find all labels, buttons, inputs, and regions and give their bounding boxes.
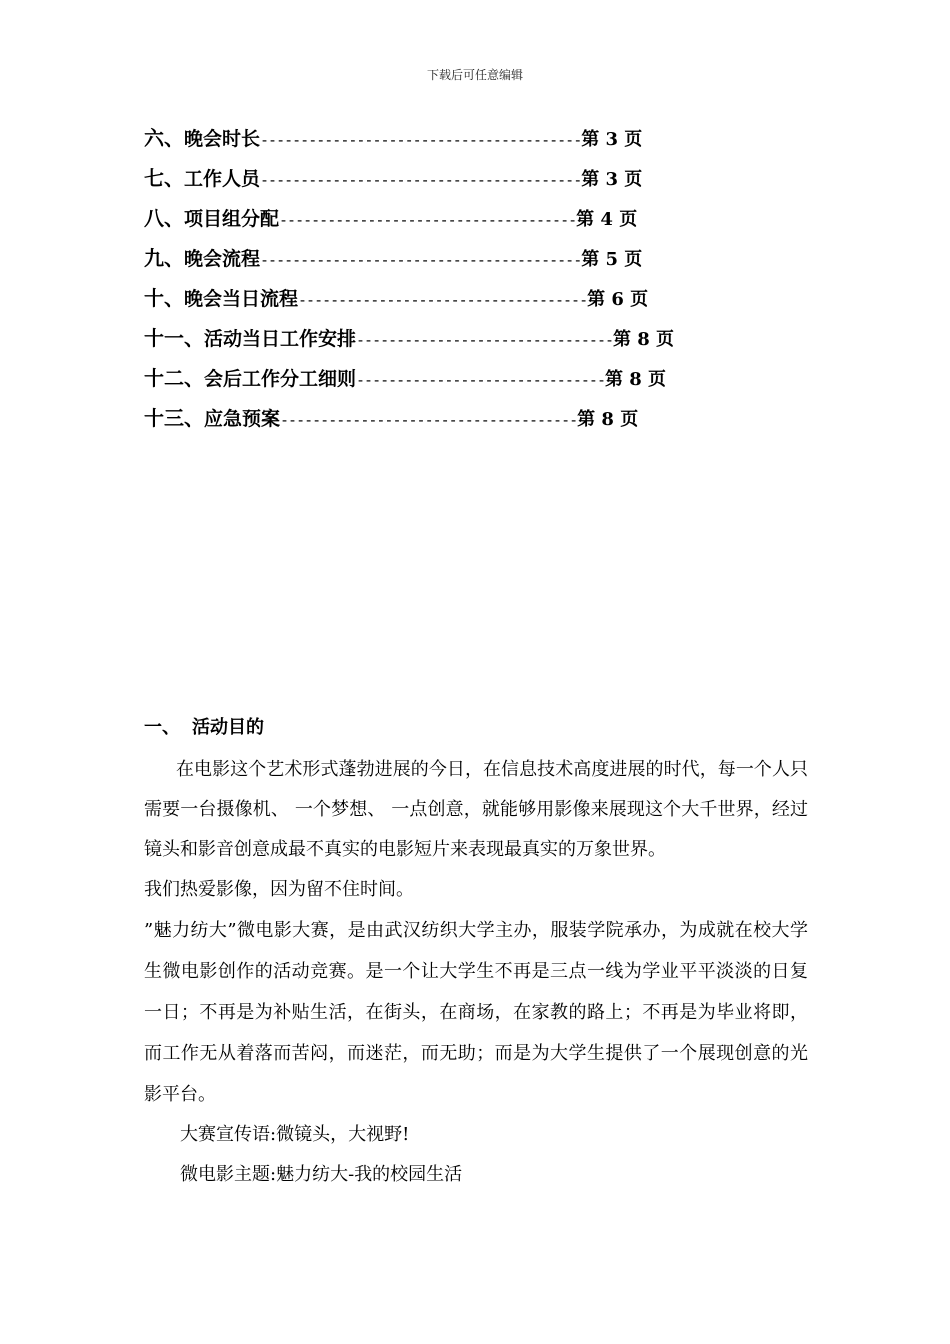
toc-page-number: 第 5 页 [581, 249, 643, 270]
paragraph-contest-description: ”魅力纺大”微电影大赛，是由武汉纺织大学主办，服装学院承办，为成就在校大学生微电影创作的活动竞赛。是一个让大学生不再是三点一线为学业平平淡淡的日复一日；不再是为补贴生活，在街头，在商场，在家教的路上；不再是为毕业将即，而工作无从着落而苦闷，而迷茫，而无助；而是为大学生提供了一个展现创意的光影平台。 [144, 920, 808, 1105]
toc-leader: -------------------------------- [356, 331, 613, 349]
toc-page-number: 第 8 页 [604, 369, 667, 390]
toc-entry [144, 278, 744, 318]
toc-entry-title: 晚会时长 [184, 128, 261, 150]
paragraph-intro: 在电影这个艺术形式蓬勃进展的今日，在信息技术高度进展的时代，每一个人只需要一台摄像机、 一个梦想、 一点创意，就能够用影像来展现这个大千世界，经过镜头和影音创意成最不真实的电影短片来表现最真实的万象世界。 [144, 759, 808, 860]
paragraph-motto: 我们热爱影像，因为留不住时间。 [144, 879, 414, 900]
toc-entry [144, 238, 744, 278]
section-activity-purpose [144, 712, 808, 1195]
toc-leader: ---------------------------------------- [260, 251, 582, 269]
page-header-note: 下载后可任意编辑 [426, 68, 523, 82]
toc-leader: ------------------------------------ [298, 291, 588, 309]
toc-page-number: 第 8 页 [613, 329, 675, 350]
toc-page-number: 第 6 页 [587, 289, 649, 310]
toc-leader: ---------------------------------------- [260, 171, 582, 189]
toc-entry-number: 十一、 [144, 326, 204, 350]
toc-entry-number: 六、 [144, 126, 184, 150]
section-title: 活动目的 [192, 717, 264, 738]
toc-entry-title: 应急预案 [204, 408, 281, 430]
toc-leader: ------------------------------------- [279, 211, 577, 229]
toc-entry [144, 118, 744, 158]
toc-entry-number: 十二、 [144, 366, 204, 390]
toc-entry-title: 活动当日工作安排 [204, 328, 357, 350]
section-number: 一、 [144, 717, 180, 738]
toc-page-number: 第 3 页 [581, 129, 643, 150]
toc-leader: ---------------------------------------- [260, 131, 582, 149]
contest-slogan: 大赛宣传语:微镜头，大视野! [180, 1124, 410, 1145]
toc-entry-number: 九、 [144, 246, 184, 270]
contest-theme: 微电影主题:魅力纺大-我的校园生活 [180, 1164, 463, 1185]
toc-entry-number: 八、 [144, 206, 184, 230]
toc-entry-title: 工作人员 [184, 168, 261, 190]
toc-entry-number: 十、 [144, 286, 184, 310]
toc-leader: ------------------------------------- [280, 411, 578, 429]
toc-entry-title: 晚会当日流程 [184, 288, 299, 310]
toc-entry-title: 项目组分配 [184, 208, 280, 230]
toc-entry [144, 158, 744, 198]
toc-entry [144, 198, 744, 238]
toc-page-number: 第 8 页 [577, 409, 639, 430]
toc-entry-number: 十三、 [144, 406, 204, 430]
toc-leader: ------------------------------- [356, 371, 605, 389]
toc-page-number: 第 3 页 [581, 169, 643, 190]
toc-page-number: 第 4 页 [576, 209, 638, 230]
toc-entry-title: 晚会流程 [184, 248, 261, 270]
toc-entry-title: 会后工作分工细则 [204, 368, 357, 390]
toc-entry [144, 398, 744, 438]
table-of-contents [144, 118, 744, 438]
toc-entry [144, 358, 744, 398]
toc-entry-number: 七、 [144, 166, 184, 190]
section-heading [144, 712, 808, 744]
toc-entry [144, 318, 744, 358]
